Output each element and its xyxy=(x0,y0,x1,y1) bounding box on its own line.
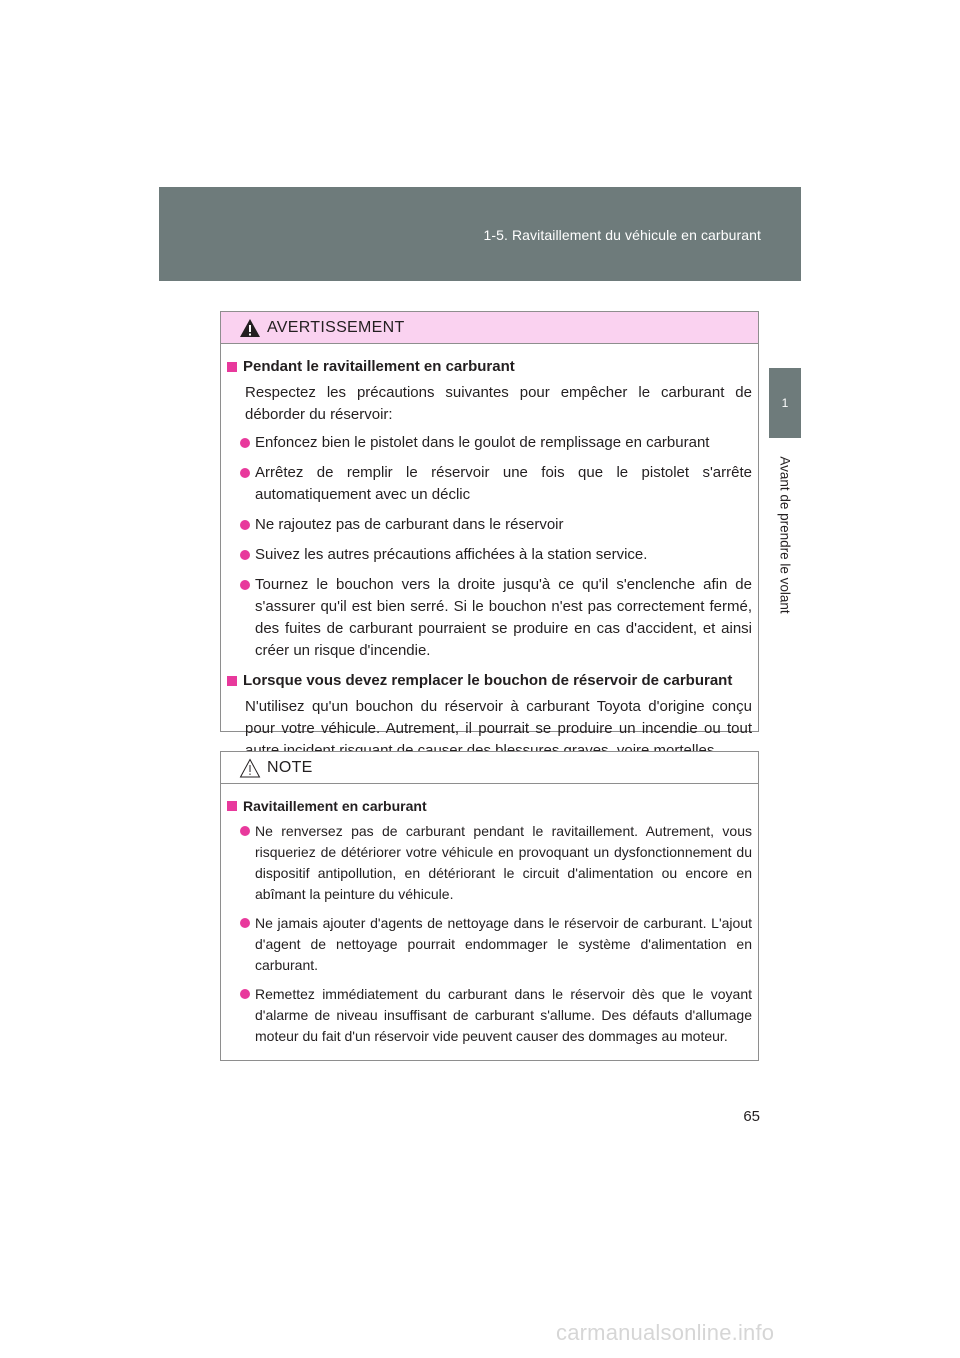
note-heading: NOTE xyxy=(267,758,313,776)
chapter-tab xyxy=(769,368,801,438)
note-header xyxy=(221,752,758,784)
footer-watermark: carmanualsonline.info xyxy=(556,1320,775,1345)
paragraph: Respectez les précautions suivantes pour empêcher le carburant de déborder du réservoir: xyxy=(245,384,752,423)
list-item: Tournez le bouchon vers la droite jusqu'à ce qu'il s'enclenche afin de s'assurer qu'il est bien serré. Si le bouchon n'est pas correctement fermé, des fuites de carburant pourraient se produire en cas d'accident, et ainsi créer un risque d'incendie. xyxy=(227,574,752,662)
list-item: Remettez immédiatement du carburant dans le réservoir dès que le voyant d'alarme de niveau insuffisant de carburant s'allume. Des défauts d'allumage moteur du fait d'un réservoir vide peuvent causer des dommages au moteur. xyxy=(227,984,752,1047)
chapter-label: Avant de prendre le volant xyxy=(777,456,793,614)
warning-body xyxy=(221,344,758,778)
circle-bullet-icon xyxy=(240,550,250,560)
circle-bullet-icon xyxy=(240,520,250,530)
list-item: Enfoncez bien le pistolet dans le goulot de remplissage en carburant xyxy=(227,432,752,454)
section-title-cap: Lorsque vous devez remplacer le bouchon de réservoir de carburant xyxy=(227,670,752,692)
chapter-number: 1 xyxy=(781,396,789,410)
list-item: Ne jamais ajouter d'agents de nettoyage dans le réservoir de carburant. L'ajout d'agent de nettoyage pourrait endommager le système d'alimentation en carburant. xyxy=(227,913,752,976)
circle-bullet-icon xyxy=(240,918,250,928)
list-item: Ne renversez pas de carburant pendant le ravitaillement. Autrement, vous risqueriez de détériorer votre véhicule en provoquant un dysfonctionnement du dispositif antipollution, en détériorant le circuit d'alimentation ou encore en abîmant la peinture du véhicule. xyxy=(227,821,752,905)
section-title: 1-5. Ravitaillement du véhicule en carburant xyxy=(483,227,761,243)
list-item: Suivez les autres précautions affichées à la station service. xyxy=(227,544,752,566)
square-bullet-icon xyxy=(227,362,237,372)
list-item: Ne rajoutez pas de carburant dans le réservoir xyxy=(227,514,752,536)
square-bullet-icon xyxy=(227,676,237,686)
circle-bullet-icon xyxy=(240,989,250,999)
list-item: Arrêtez de remplir le réservoir une fois que le pistolet s'arrête automatiquement avec un déclic xyxy=(227,462,752,506)
warning-box xyxy=(220,311,759,737)
circle-bullet-icon xyxy=(240,468,250,478)
square-bullet-icon xyxy=(227,801,237,811)
warning-triangle-icon xyxy=(239,318,261,338)
circle-bullet-icon xyxy=(240,438,250,448)
note-box xyxy=(220,751,759,1061)
page-number: 65 xyxy=(743,1108,760,1125)
circle-bullet-icon xyxy=(240,826,250,836)
section-header-band xyxy=(159,187,801,281)
note-body xyxy=(221,784,758,1065)
circle-bullet-icon xyxy=(240,580,250,590)
caution-triangle-icon xyxy=(239,758,261,778)
paragraph: N'utilisez qu'un bouchon du réservoir à carburant Toyota d'origine conçu pour votre véhicule. Autrement, il pourrait se produire un incendie ou tout xyxy=(245,698,752,737)
section-title-note: Ravitaillement en carburant xyxy=(227,796,752,817)
warning-header xyxy=(221,312,758,344)
section-title-refuel: Pendant le ravitaillement en carburant xyxy=(227,356,752,378)
warning-heading: AVERTISSEMENT xyxy=(267,318,405,336)
